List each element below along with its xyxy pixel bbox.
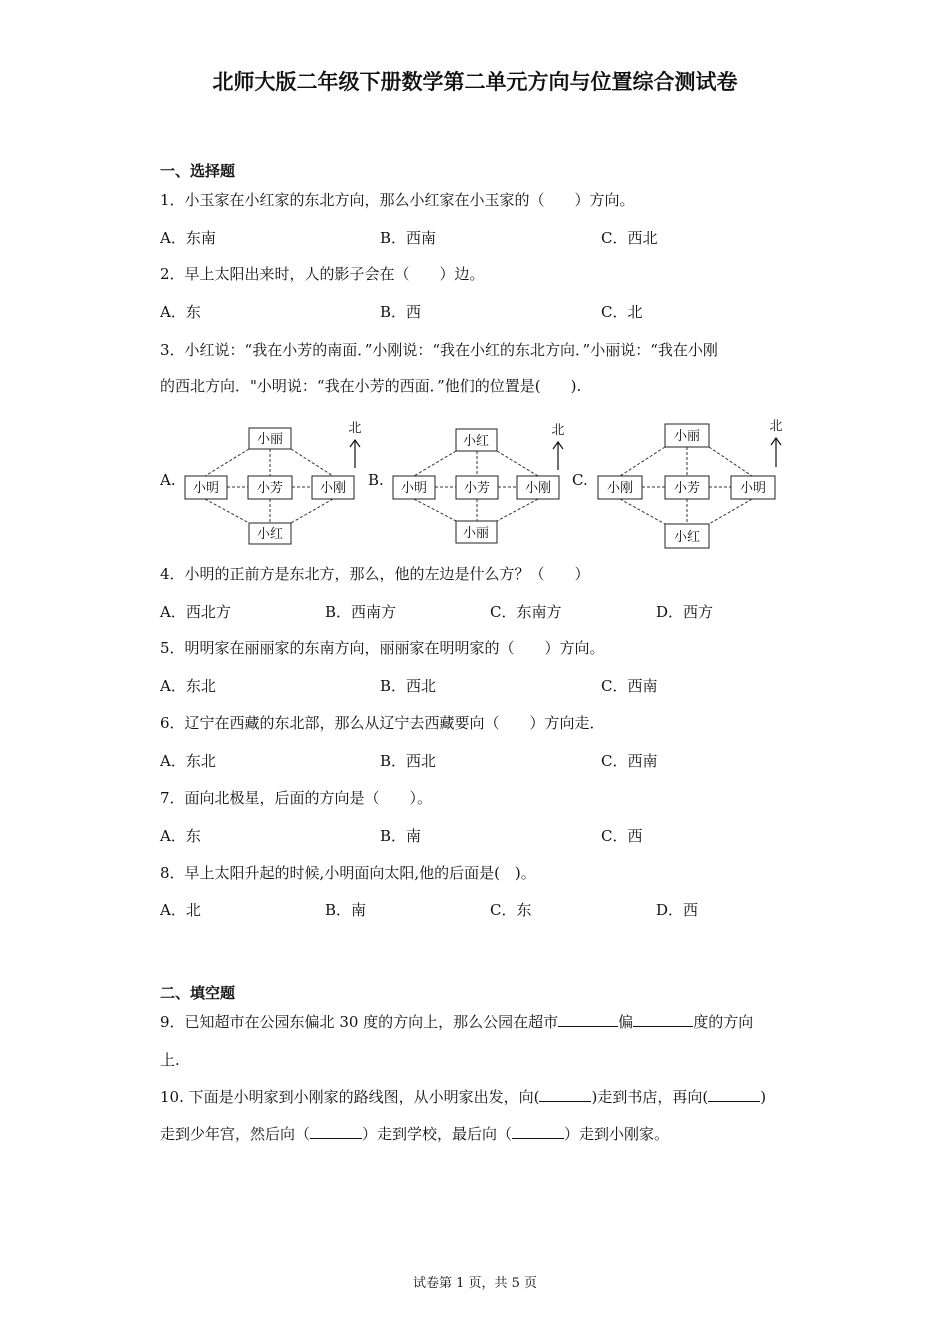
question-6-option-a: A．东北: [160, 752, 216, 770]
diagram-c: [598, 419, 783, 548]
diagram-b-bottom-text: 小丽: [462, 526, 490, 541]
question-9-text-2: 偏: [618, 1013, 634, 1031]
question-10-blank-3: [310, 1124, 362, 1139]
diagram-a-center-text: 小芳: [256, 481, 284, 496]
question-10-line2: [160, 1124, 669, 1144]
question-4-option-b: B．西南方: [325, 603, 397, 621]
question-5-stem: 5．明明家在丽丽家的东南方向，丽丽家在明明家的（ ）方向。: [160, 639, 605, 657]
question-7-option-b: B．南: [380, 827, 422, 845]
question-1-option-c: C．西北: [601, 229, 658, 247]
diagram-c-top-text: 小丽: [673, 429, 701, 444]
diagram-c-bottom-text: 小红: [673, 530, 701, 545]
section-heading-choice: 一、选择题: [160, 162, 236, 180]
question-10-blank-1: [539, 1087, 591, 1102]
question-8-option-a: A．北: [160, 901, 201, 919]
diagram-c-right-text: 小明: [739, 481, 767, 496]
question-2-option-a: A．东: [160, 303, 201, 321]
page-title: 北师大版二年级下册数学第二单元方向与位置综合测试卷: [212, 70, 738, 94]
question-10-text-2: )走到书店，再向(: [591, 1088, 709, 1106]
diagram-b-right-text: 小刚: [524, 481, 552, 496]
question-10-line1: [160, 1087, 766, 1107]
diagram-c-label: C.: [572, 471, 588, 489]
question-4-option-a: A．西北方: [160, 603, 231, 621]
question-2-stem: 2．早上太阳出来时，人的影子会在（ ）边。: [160, 265, 485, 283]
diagram-a-label: A.: [160, 471, 176, 489]
section-heading-fill-blank: 二、填空题: [160, 984, 236, 1002]
position-diagrams: [0, 415, 950, 555]
question-6-option-b: B．西北: [380, 752, 437, 770]
question-1-option-a: A．东南: [160, 229, 216, 247]
diagram-a-bottom-text: 小红: [256, 527, 284, 542]
question-4-stem: 4．小明的正前方是东北方，那么，他的左边是什么方？（ ）: [160, 565, 590, 583]
diagram-a: [185, 421, 362, 544]
question-10-text-6: ）走到小刚家。: [564, 1125, 670, 1143]
diagram-a-top-text: 小丽: [256, 432, 284, 447]
question-9-line2: 上.: [160, 1051, 180, 1069]
diagram-b-label: B.: [368, 471, 384, 489]
question-4-option-c: C．东南方: [490, 603, 562, 621]
question-10-text-5: ）走到学校，最后向（: [362, 1125, 513, 1143]
diagram-b-north-label: 北: [551, 423, 565, 438]
diagram-a-left-text: 小明: [192, 481, 220, 496]
question-6-option-c: C．西南: [601, 752, 658, 770]
question-2-option-b: B．西: [380, 303, 422, 321]
diagram-a-right-text: 小刚: [319, 481, 347, 496]
question-5-option-c: C．西南: [601, 677, 658, 695]
question-2-option-c: C．北: [601, 303, 643, 321]
question-9-text-3: 度的方向: [693, 1013, 754, 1031]
diagram-c-center-text: 小芳: [673, 481, 701, 496]
question-6-stem: 6．辽宁在西藏的东北部，那么从辽宁去西藏要向（ ）方向走．: [160, 714, 605, 732]
question-10-blank-4: [512, 1124, 564, 1139]
question-4-option-d: D．西方: [656, 603, 714, 621]
question-9-line1: [160, 1012, 753, 1032]
diagram-a-north-label: 北: [348, 421, 362, 436]
diagram-b-center-text: 小芳: [463, 481, 491, 496]
question-8-option-c: C．东: [490, 901, 532, 919]
question-9-blank-2: [633, 1012, 693, 1027]
diagram-c-left-text: 小刚: [606, 481, 634, 496]
question-10-text-1: 10. 下面是小明家到小刚家的路线图，从小明家出发，向(: [160, 1088, 540, 1106]
question-3-stem-line1: 3．小红说：“我在小芳的南面．”小刚说：“我在小红的东北方向．”小丽说：“我在小刚: [160, 341, 718, 359]
question-1-option-b: B．西南: [380, 229, 437, 247]
question-8-option-b: B．南: [325, 901, 367, 919]
question-8-stem: 8．早上太阳升起的时候,小明面向太阳,他的后面是( )。: [160, 864, 536, 882]
question-1-stem: 1．小玉家在小红家的东北方向，那么小红家在小玉家的（ ）方向。: [160, 191, 635, 209]
question-10-text-3: ): [760, 1088, 767, 1106]
diagram-b-left-text: 小明: [400, 481, 428, 496]
question-7-stem: 7．面向北极星，后面的方向是（ ）。: [160, 789, 433, 807]
diagram-b: [393, 423, 565, 543]
page-footer: 试卷第 1 页，共 5 页: [412, 1276, 538, 1291]
question-9-text-1: 9．已知超市在公园东偏北 30 度的方向上，那么公园在超市: [160, 1013, 559, 1031]
question-7-option-a: A．东: [160, 827, 201, 845]
question-3-stem-line2: 的西北方向．"小明说：“我在小芳的西面．”他们的位置是( ).: [160, 377, 582, 395]
question-7-option-c: C．西: [601, 827, 643, 845]
diagram-c-north-label: 北: [769, 419, 783, 434]
question-10-text-4: 走到少年宫，然后向（: [160, 1125, 311, 1143]
diagram-b-top-text: 小红: [462, 434, 490, 449]
question-10-blank-2: [708, 1087, 760, 1102]
question-5-option-a: A．东北: [160, 677, 216, 695]
question-8-option-d: D．西: [656, 901, 699, 919]
question-9-blank-1: [558, 1012, 618, 1027]
question-5-option-b: B．西北: [380, 677, 437, 695]
